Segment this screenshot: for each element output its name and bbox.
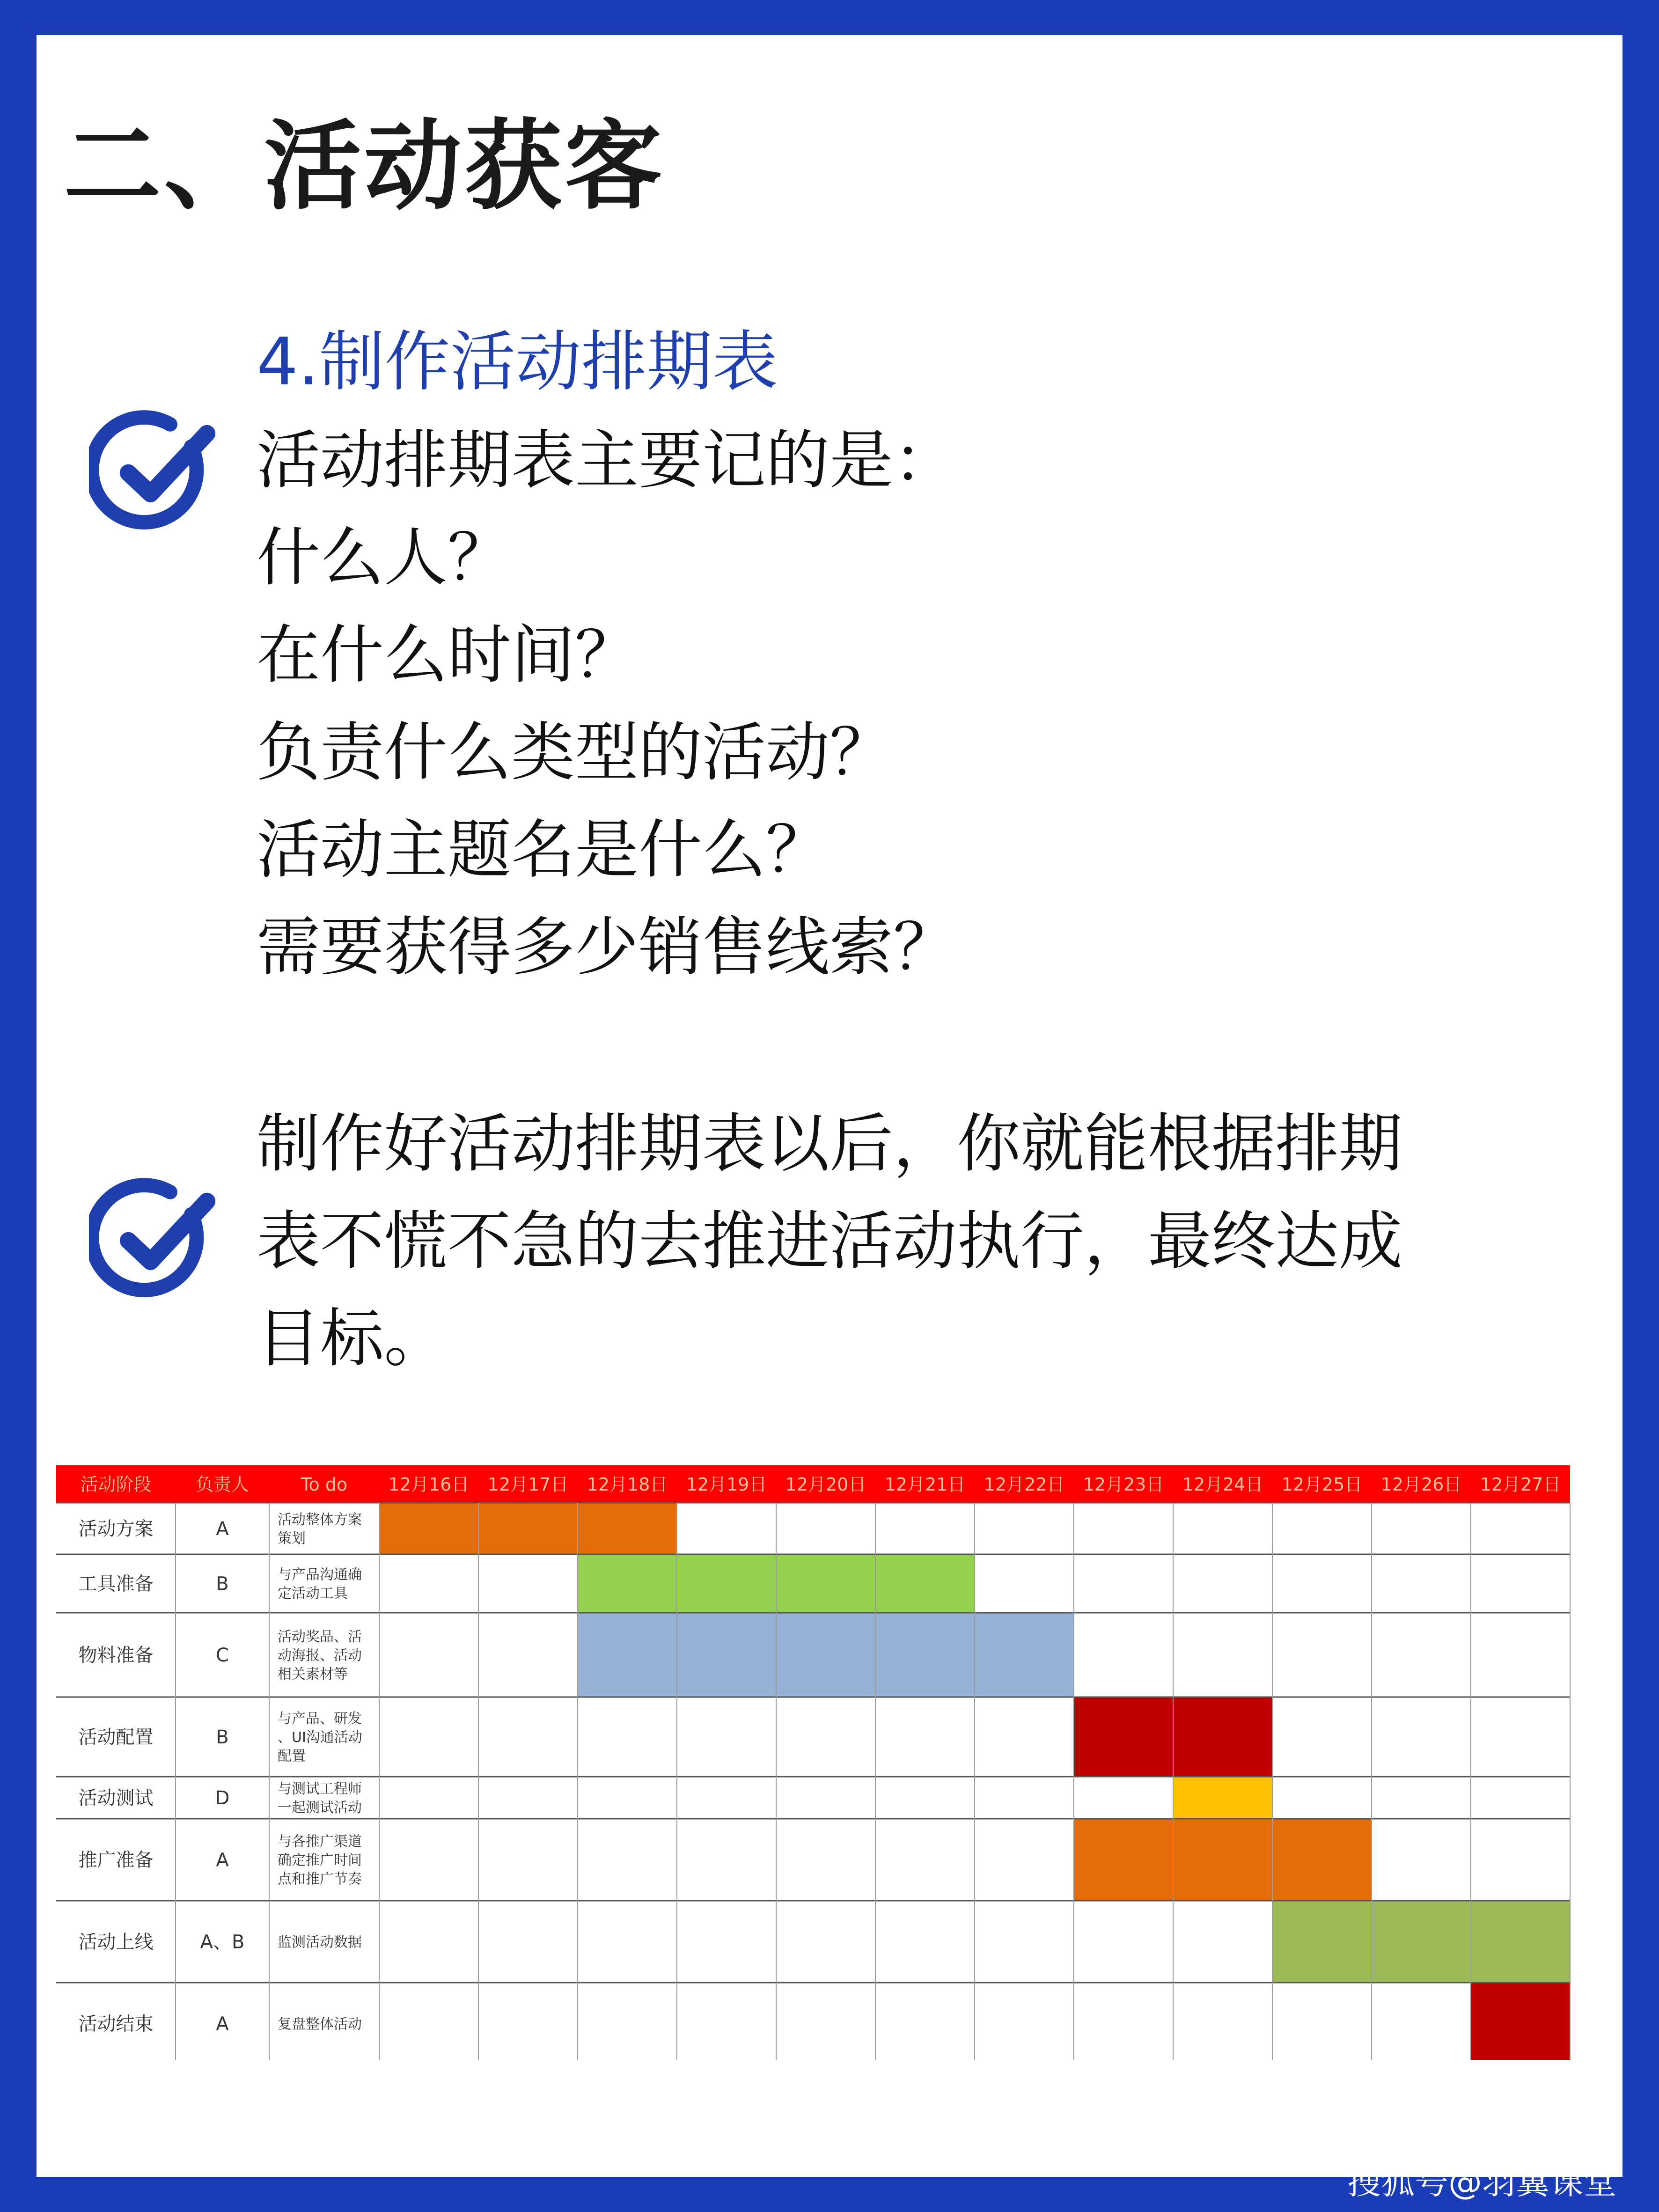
- text-line: 制作好活动排期表以后，你就能根据排期: [257, 1107, 1402, 1181]
- gantt-cell: [677, 1613, 776, 1697]
- gantt-cell: [1173, 1697, 1272, 1777]
- page-title: 二、活动获客: [64, 110, 665, 223]
- date-header: 12月18日: [587, 1474, 668, 1495]
- gantt-cell: [1272, 1901, 1372, 1983]
- date-header: 12月21日: [884, 1474, 966, 1495]
- text-line: 目标。: [257, 1302, 448, 1376]
- todo-label: 定活动工具: [278, 1585, 348, 1602]
- section1-text: [257, 412, 957, 996]
- gantt-cell: [776, 1554, 875, 1613]
- todo-label: 与产品、研发: [278, 1711, 362, 1727]
- gantt-cell: [1272, 1819, 1372, 1901]
- text-line: 活动排期表主要记的是：: [257, 424, 957, 498]
- todo-label: 动海报、活动: [278, 1647, 362, 1664]
- todo-label: 确定推广时间: [278, 1852, 362, 1869]
- text-line: 什么人？: [257, 521, 511, 595]
- todo-label: 策划: [278, 1530, 306, 1547]
- stage-label: 活动配置: [78, 1727, 154, 1748]
- gantt-cell: [478, 1503, 578, 1554]
- text-line: 负责什么类型的活动？: [257, 716, 893, 790]
- todo-label: 点和推广节奏: [278, 1871, 362, 1888]
- stage-label: 活动方案: [78, 1518, 154, 1540]
- text-line: 在什么时间？: [257, 618, 639, 692]
- owner-label: D: [215, 1787, 230, 1809]
- watermark: 搜狐号@羽翼课堂: [1347, 2162, 1617, 2202]
- header-label: 负责人: [195, 1474, 250, 1495]
- header-label: To do: [301, 1474, 348, 1495]
- schedule-grid: [56, 1433, 1573, 2060]
- todo-label: 与产品沟通确: [278, 1566, 362, 1583]
- check-circle-icon: [89, 407, 220, 538]
- stage-label: 工具准备: [78, 1573, 154, 1595]
- date-header: 12月16日: [388, 1474, 470, 1495]
- gantt-cell: [776, 1613, 875, 1697]
- owner-label: A、B: [200, 1931, 245, 1953]
- date-header: 12月26日: [1380, 1474, 1462, 1495]
- date-header: 12月24日: [1182, 1474, 1263, 1495]
- stage-label: 推广准备: [78, 1849, 154, 1871]
- gantt-cell: [875, 1554, 975, 1613]
- gantt-cell: [1173, 1777, 1272, 1819]
- gantt-cell: [578, 1613, 677, 1697]
- todo-label: 、UI沟通活动: [278, 1729, 362, 1746]
- gantt-cell: [1173, 1819, 1272, 1901]
- schedule-table: [56, 1433, 1573, 2060]
- owner-label: C: [216, 1645, 229, 1666]
- owner-label: B: [216, 1727, 229, 1748]
- date-header: 12月20日: [785, 1474, 866, 1495]
- header-label: 活动阶段: [80, 1474, 152, 1495]
- gantt-cell: [379, 1503, 478, 1554]
- todo-label: 配置: [278, 1748, 306, 1764]
- owner-label: A: [216, 1849, 229, 1871]
- date-header: 12月22日: [984, 1474, 1065, 1495]
- owner-label: B: [216, 1573, 229, 1595]
- todo-label: 与各推广渠道: [278, 1833, 362, 1850]
- gantt-cell: [1372, 1901, 1471, 1983]
- owner-label: A: [216, 2013, 229, 2035]
- date-header: 12月17日: [487, 1474, 569, 1495]
- text-line: 表不慌不急的去推进活动执行，最终达成: [257, 1205, 1402, 1279]
- text-line: 活动主题名是什么？: [257, 813, 830, 887]
- text-line: 需要获得多少销售线索？: [257, 911, 957, 985]
- date-header: 12月23日: [1083, 1474, 1164, 1495]
- owner-label: A: [216, 1518, 229, 1540]
- stage-label: 物料准备: [78, 1645, 154, 1666]
- check-circle-icon: [89, 1175, 220, 1306]
- gantt-cell: [1471, 1983, 1570, 2060]
- gantt-cell: [578, 1503, 677, 1554]
- gantt-cell: [975, 1613, 1074, 1697]
- todo-label: 相关素材等: [278, 1666, 348, 1683]
- todo-label: 与测试工程师: [278, 1781, 362, 1797]
- stage-label: 活动上线: [78, 1931, 154, 1953]
- todo-label: 活动整体方案: [278, 1512, 362, 1528]
- todo-label: 监测活动数据: [278, 1934, 362, 1951]
- gantt-cell: [1074, 1819, 1173, 1901]
- todo-label: 活动奖品、活: [278, 1629, 362, 1645]
- gantt-cell: [677, 1554, 776, 1613]
- gantt-cell: [578, 1554, 677, 1613]
- date-header: 12月25日: [1281, 1474, 1363, 1495]
- todo-label: 复盘整体活动: [278, 2016, 362, 2033]
- section2-text: [257, 1095, 1402, 1388]
- section-heading: 4.制作活动排期表: [257, 324, 778, 400]
- gantt-cell: [1471, 1901, 1570, 1983]
- stage-label: 活动结束: [78, 2013, 154, 2035]
- todo-label: 一起测试活动: [278, 1800, 362, 1816]
- gantt-cell: [875, 1613, 975, 1697]
- stage-label: 活动测试: [78, 1787, 154, 1809]
- gantt-cell: [1074, 1697, 1173, 1777]
- date-header: 12月27日: [1480, 1474, 1561, 1495]
- date-header: 12月19日: [686, 1474, 767, 1495]
